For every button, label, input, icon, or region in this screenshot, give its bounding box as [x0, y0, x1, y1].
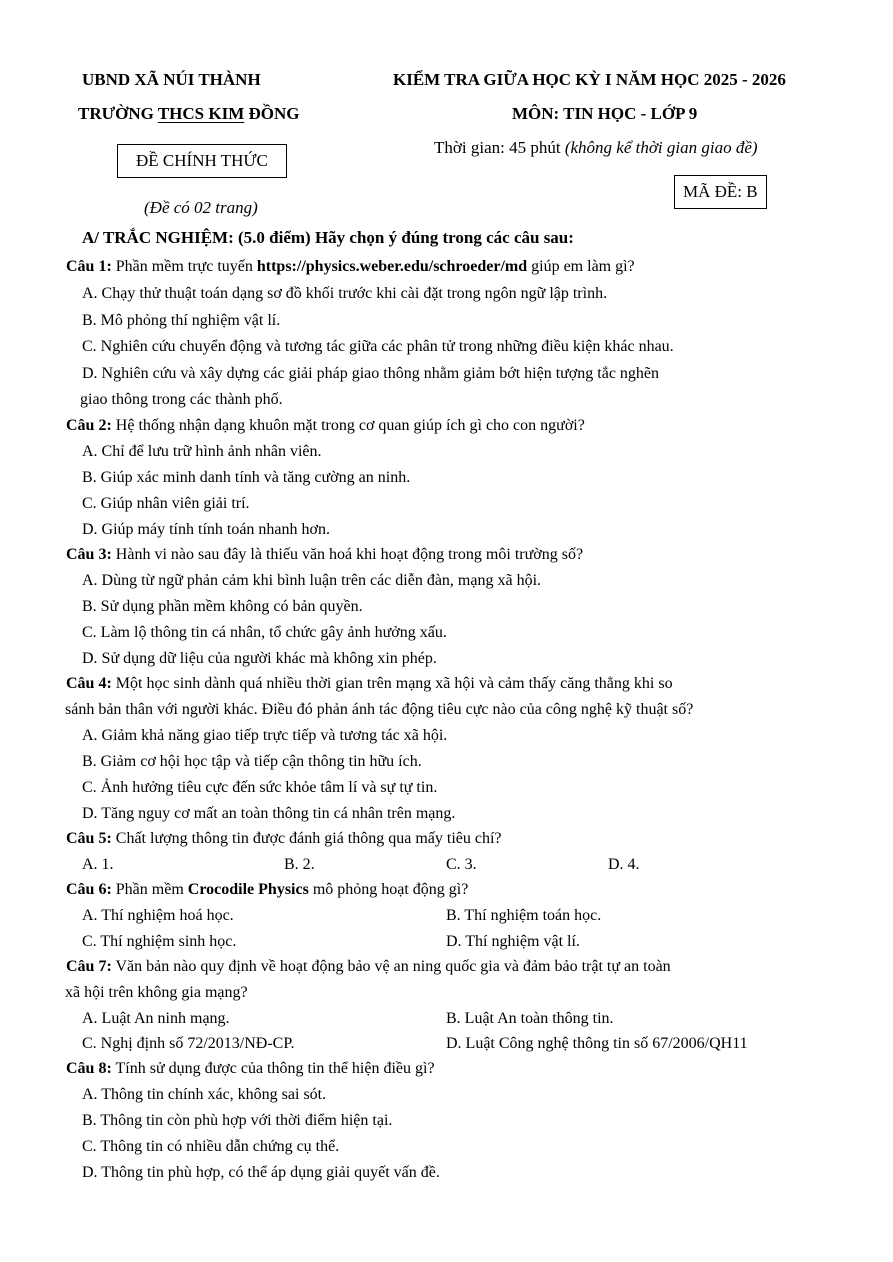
q5-option-a[interactable]: A. 1.: [82, 856, 114, 873]
exam-code-box: MÃ ĐỀ: B: [674, 175, 767, 209]
q5-option-b[interactable]: B. 2.: [284, 856, 315, 873]
question-1: [66, 257, 635, 276]
question-text: Một học sinh dành quá nhiều thời gian trên mạng xã hội và cảm thấy căng thẳng khi so: [111, 675, 673, 692]
time-line: [434, 138, 758, 158]
question-label: Câu 6:: [66, 881, 112, 898]
q4-option-c[interactable]: C. Ảnh hưởng tiêu cực đến sức khỏe tâm lí và sự tự tin.: [82, 779, 438, 796]
question-text: Văn bản nào quy định về hoạt động bảo vệ an ning quốc gia và đảm bảo trật tự an toàn: [111, 958, 671, 975]
q7-option-a[interactable]: A. Luật An ninh mạng.: [82, 1010, 230, 1027]
question-4: [66, 674, 673, 693]
question-7: [66, 957, 671, 976]
software-name: Crocodile Physics: [187, 881, 309, 898]
q8-option-b[interactable]: B. Thông tin còn phù hợp với thời điểm hiện tại.: [82, 1112, 393, 1129]
q3-option-c[interactable]: C. Làm lộ thông tin cá nhân, tổ chức gây ảnh hưởng xấu.: [82, 624, 447, 641]
q1-option-d[interactable]: D. Nghiên cứu và xây dựng các giải pháp giao thông nhằm giảm bớt hiện tượng tắc nghẽn: [82, 365, 660, 382]
q4-option-d[interactable]: D. Tăng nguy cơ mất an toàn thông tin cá nhân trên mạng.: [82, 805, 456, 822]
q3-option-a[interactable]: A. Dùng từ ngữ phản cảm khi bình luận trên các diễn đàn, mạng xã hội.: [82, 572, 542, 589]
question-8: [66, 1059, 435, 1078]
q7-option-c[interactable]: C. Nghị định số 72/2013/NĐ-CP.: [82, 1035, 295, 1052]
q1-option-b[interactable]: B. Mô phỏng thí nghiệm vật lí.: [82, 312, 281, 329]
question-url: https://physics.weber.edu/schroeder/md: [256, 258, 528, 275]
q8-option-c[interactable]: C. Thông tin có nhiều dẫn chứng cụ thể.: [82, 1138, 340, 1155]
time-note: (không kể thời gian giao đề): [564, 138, 758, 157]
question-label: Câu 3:: [66, 546, 112, 563]
question-text: Phần mềm trực tuyến: [111, 258, 257, 275]
q8-option-d[interactable]: D. Thông tin phù hợp, có thể áp dụng giải quyết vấn đề.: [82, 1164, 440, 1181]
question-label: Câu 5:: [66, 830, 112, 847]
school-name-part: ĐỒNG: [244, 104, 300, 123]
question-text: Phần mềm: [111, 881, 188, 898]
question-2: [66, 416, 585, 435]
question-text: Hành vi nào sau đây là thiếu văn hoá khi hoạt động trong môi trường số?: [111, 546, 584, 563]
question-label: Câu 1:: [66, 258, 112, 275]
q2-option-d[interactable]: D. Giúp máy tính tính toán nhanh hơn.: [82, 521, 330, 538]
time-text: Thời gian: 45 phút: [434, 138, 565, 157]
q6-option-c[interactable]: C. Thí nghiệm sinh học.: [82, 933, 237, 950]
q7-option-b[interactable]: B. Luật An toàn thông tin.: [446, 1010, 614, 1027]
question-6: [66, 880, 468, 899]
q2-option-c[interactable]: C. Giúp nhân viên giải trí.: [82, 495, 250, 512]
issuer-name: UBND XÃ NÚI THÀNH: [82, 70, 261, 89]
q2-option-b[interactable]: B. Giúp xác minh danh tính và tăng cường an ninh.: [82, 469, 411, 486]
q1-option-c[interactable]: C. Nghiên cứu chuyển động và tương tác giữa các phân tử trong những điều kiện khác nhau.: [82, 338, 674, 355]
school-name: [78, 104, 300, 124]
question-label: Câu 4:: [66, 675, 112, 692]
official-exam-box: ĐỀ CHÍNH THỨC: [117, 144, 287, 178]
question-4-cont: sánh bản thân với người khác. Điều đó phản ánh tác động tiêu cực nào của công nghệ kỹ thuật số?: [65, 701, 694, 718]
q2-option-a[interactable]: A. Chỉ để lưu trữ hình ảnh nhân viên.: [82, 443, 322, 460]
question-3: [66, 545, 583, 564]
q4-option-b[interactable]: B. Giảm cơ hội học tập và tiếp cận thông tin hữu ích.: [82, 753, 422, 770]
q3-option-d[interactable]: D. Sử dụng dữ liệu của người khác mà không xin phép.: [82, 650, 437, 667]
q7-option-d[interactable]: D. Luật Công nghệ thông tin số 67/2006/QH11: [446, 1035, 748, 1052]
question-text: giúp em làm gì?: [527, 258, 635, 275]
q8-option-a[interactable]: A. Thông tin chính xác, không sai sót.: [82, 1086, 327, 1103]
q5-option-c[interactable]: C. 3.: [446, 856, 477, 873]
q6-option-d[interactable]: D. Thí nghiệm vật lí.: [446, 933, 580, 950]
q5-option-d[interactable]: D. 4.: [608, 856, 640, 873]
question-5: [66, 829, 502, 848]
question-text: Hệ thống nhận dạng khuôn mặt trong cơ quan giúp ích gì cho con người?: [111, 417, 585, 434]
question-7-cont: xã hội trên không gia mạng?: [65, 984, 248, 1001]
question-label: Câu 2:: [66, 417, 112, 434]
school-name-underlined: THCS KIM: [157, 104, 245, 123]
school-name-part: TRƯỜNG: [78, 104, 158, 123]
q1-option-a[interactable]: A. Chạy thử thuật toán dạng sơ đồ khối trước khi cài đặt trong ngôn ngữ lập trình.: [82, 285, 608, 302]
question-text: mô phỏng hoạt động gì?: [308, 881, 469, 898]
q6-option-b[interactable]: B. Thí nghiệm toán học.: [446, 907, 602, 924]
q1-option-d-cont: giao thông trong các thành phố.: [80, 391, 283, 408]
question-label: Câu 7:: [66, 958, 112, 975]
q6-option-a[interactable]: A. Thí nghiệm hoá học.: [82, 907, 234, 924]
question-text: Tính sử dụng được của thông tin thể hiện điều gì?: [111, 1060, 435, 1077]
pages-note: (Đề có 02 trang): [144, 198, 258, 217]
question-label: Câu 8:: [66, 1060, 112, 1077]
q3-option-b[interactable]: B. Sử dụng phần mềm không có bản quyền.: [82, 598, 363, 615]
question-text: Chất lượng thông tin được đánh giá thông qua mấy tiêu chí?: [111, 830, 502, 847]
subject-line: MÔN: TIN HỌC - LỚP 9: [512, 104, 698, 123]
q4-option-a[interactable]: A. Giảm khả năng giao tiếp trực tiếp và tương tác xã hội.: [82, 727, 448, 744]
section-title: A/ TRẮC NGHIỆM: (5.0 điểm) Hãy chọn ý đúng trong các câu sau:: [82, 228, 574, 247]
exam-title: KIỂM TRA GIỮA HỌC KỲ I NĂM HỌC 2025 - 2026: [393, 70, 786, 89]
